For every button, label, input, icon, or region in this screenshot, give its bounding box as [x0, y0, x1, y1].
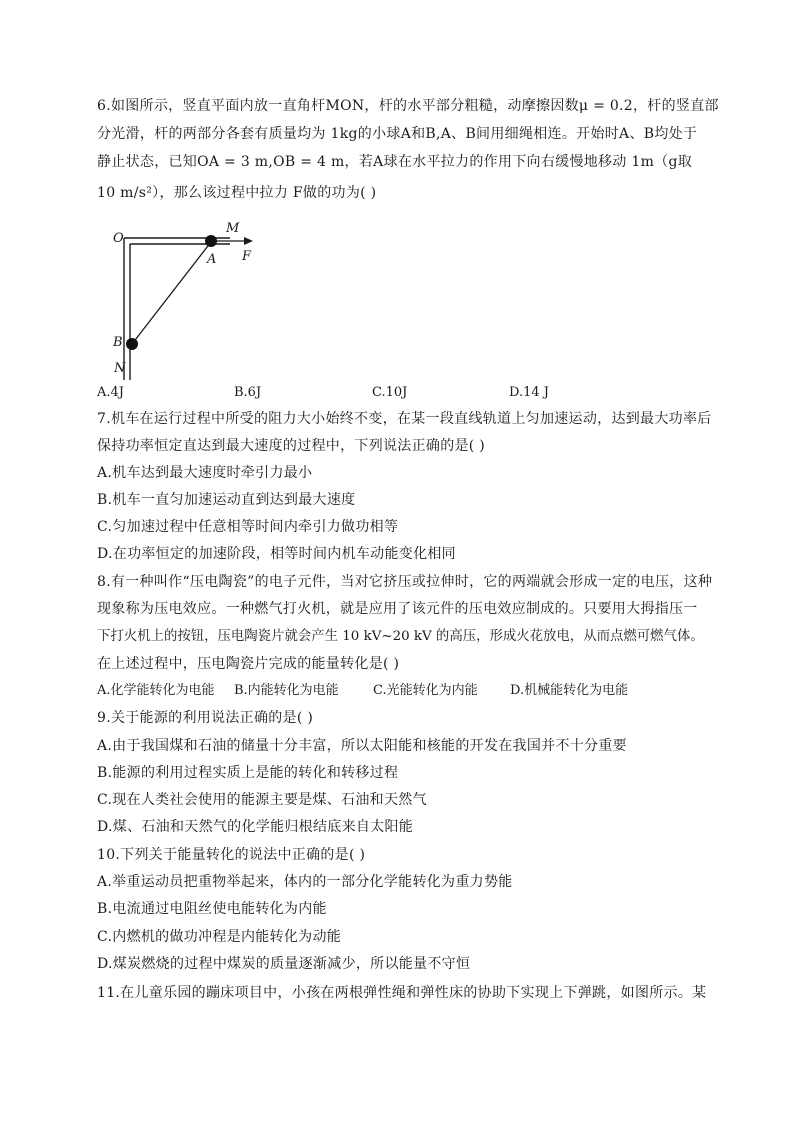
q10-option-b: B.电流通过电阻丝使电能转化为内能 — [97, 901, 327, 917]
q6-line-4: 10 m/s²），那么该过程中拉力 F做的功为( ) — [97, 185, 377, 201]
label-n: N — [114, 361, 126, 376]
q10-option-a: A.举重运动员把重物举起来，体内的一部分化学能转化为重力势能 — [97, 874, 513, 890]
q10-option-d: D.煤炭燃烧的过程中煤炭的质量逐渐减少，所以能量不守恒 — [97, 956, 471, 972]
q8-option-d: D.机械能转化为电能 — [510, 683, 629, 698]
q7-line-2: 保持功率恒定直达到最大速度的过程中，下列说法正确的是( ) — [97, 438, 486, 454]
rope — [132, 242, 211, 344]
q6-line-2: 分光滑，杆的两部分各套有质量均为 1kg的小球A和B,A、B间用细绳相连。开始时A、B均处于 — [97, 126, 698, 142]
q6-option-a: A.4J — [97, 385, 125, 400]
q8-options — [97, 682, 697, 700]
q7-option-b: B.机车一直匀加速运动直到达到最大速度 — [97, 492, 356, 508]
q10-line-1: 10.下列关于能量转化的说法中正确的是( ) — [97, 847, 366, 863]
q6-option-d: D.14 J — [509, 385, 549, 400]
ball-a — [205, 235, 217, 247]
q9-line-1: 9.关于能源的利用说法正确的是( ) — [97, 710, 314, 726]
q6-line-1: 6.如图所示，竖直平面内放一直角杆MON，杆的水平部分粗糙，动摩擦因数μ = 0.2，杆的竖直部 — [97, 98, 719, 114]
q11-line-1: 11.在儿童乐园的蹦床项目中，小孩在两根弹性绳和弹性床的协助下实现上下弹跳，如图所示。某 — [97, 985, 707, 1001]
q8-line-2: 现象称为压电效应。一种燃气打火机，就是应用了该元件的压电效应制成的。只要用大拇指压一 — [97, 601, 698, 617]
q9-option-d: D.煤、石油和天然气的化学能归根结底来自太阳能 — [97, 819, 414, 835]
q8-line-1: 8.有一种叫作“压电陶瓷”的电子元件，当对它挤压或拉伸时，它的两端就会形成一定的电压，这种 — [97, 574, 713, 590]
label-f: F — [242, 249, 252, 264]
q8-option-c: C.光能转化为内能 — [373, 683, 478, 698]
label-b: B — [113, 335, 123, 350]
q6-options — [97, 384, 697, 402]
ball-b — [126, 338, 138, 350]
q6-figure-right-angle-rod — [110, 222, 270, 380]
q10-option-c: C.内燃机的做功冲程是内能转化为动能 — [97, 929, 342, 945]
q8-line-3: 下打火机上的按钮，压电陶瓷片就会产生 10 kV~20 kV 的高压，形成火花放电，从而点燃可燃气体。 — [97, 629, 704, 644]
q8-option-b: B.内能转化为电能 — [234, 683, 339, 698]
q7-line-1: 7.机车在运行过程中所受的阻力大小始终不变，在某一段直线轨道上匀加速运动，达到最大功率后 — [97, 411, 712, 427]
label-o: O — [113, 231, 124, 246]
q9-option-a: A.由于我国煤和石油的储量十分丰富，所以太阳能和核能的开发在我国并不十分重要 — [97, 738, 627, 754]
q7-option-c: C.匀加速过程中任意相等时间内牵引力做功相等 — [97, 519, 399, 535]
q9-option-c: C.现在人类社会使用的能源主要是煤、石油和天然气 — [97, 792, 427, 808]
label-a: A — [207, 252, 217, 267]
q8-line-4: 在上述过程中，压电陶瓷片完成的能量转化是( ) — [97, 656, 400, 672]
q9-option-b: B.能源的利用过程实质上是能的转化和转移过程 — [97, 765, 399, 781]
q7-option-d: D.在功率恒定的加速阶段，相等时间内机车动能变化相同 — [97, 546, 456, 562]
q8-option-a: A.化学能转化为电能 — [97, 683, 215, 698]
q6-option-b: B.6J — [234, 385, 262, 400]
label-m: M — [226, 222, 240, 236]
q6-option-c: C.10J — [372, 385, 408, 400]
q7-option-a: A.机车达到最大速度时牵引力最小 — [97, 465, 313, 481]
q6-line-3: 静止状态，已知OA = 3 m,OB = 4 m，若A球在水平拉力的作用下向右缓慢地移动 1m（g取 — [97, 154, 693, 170]
